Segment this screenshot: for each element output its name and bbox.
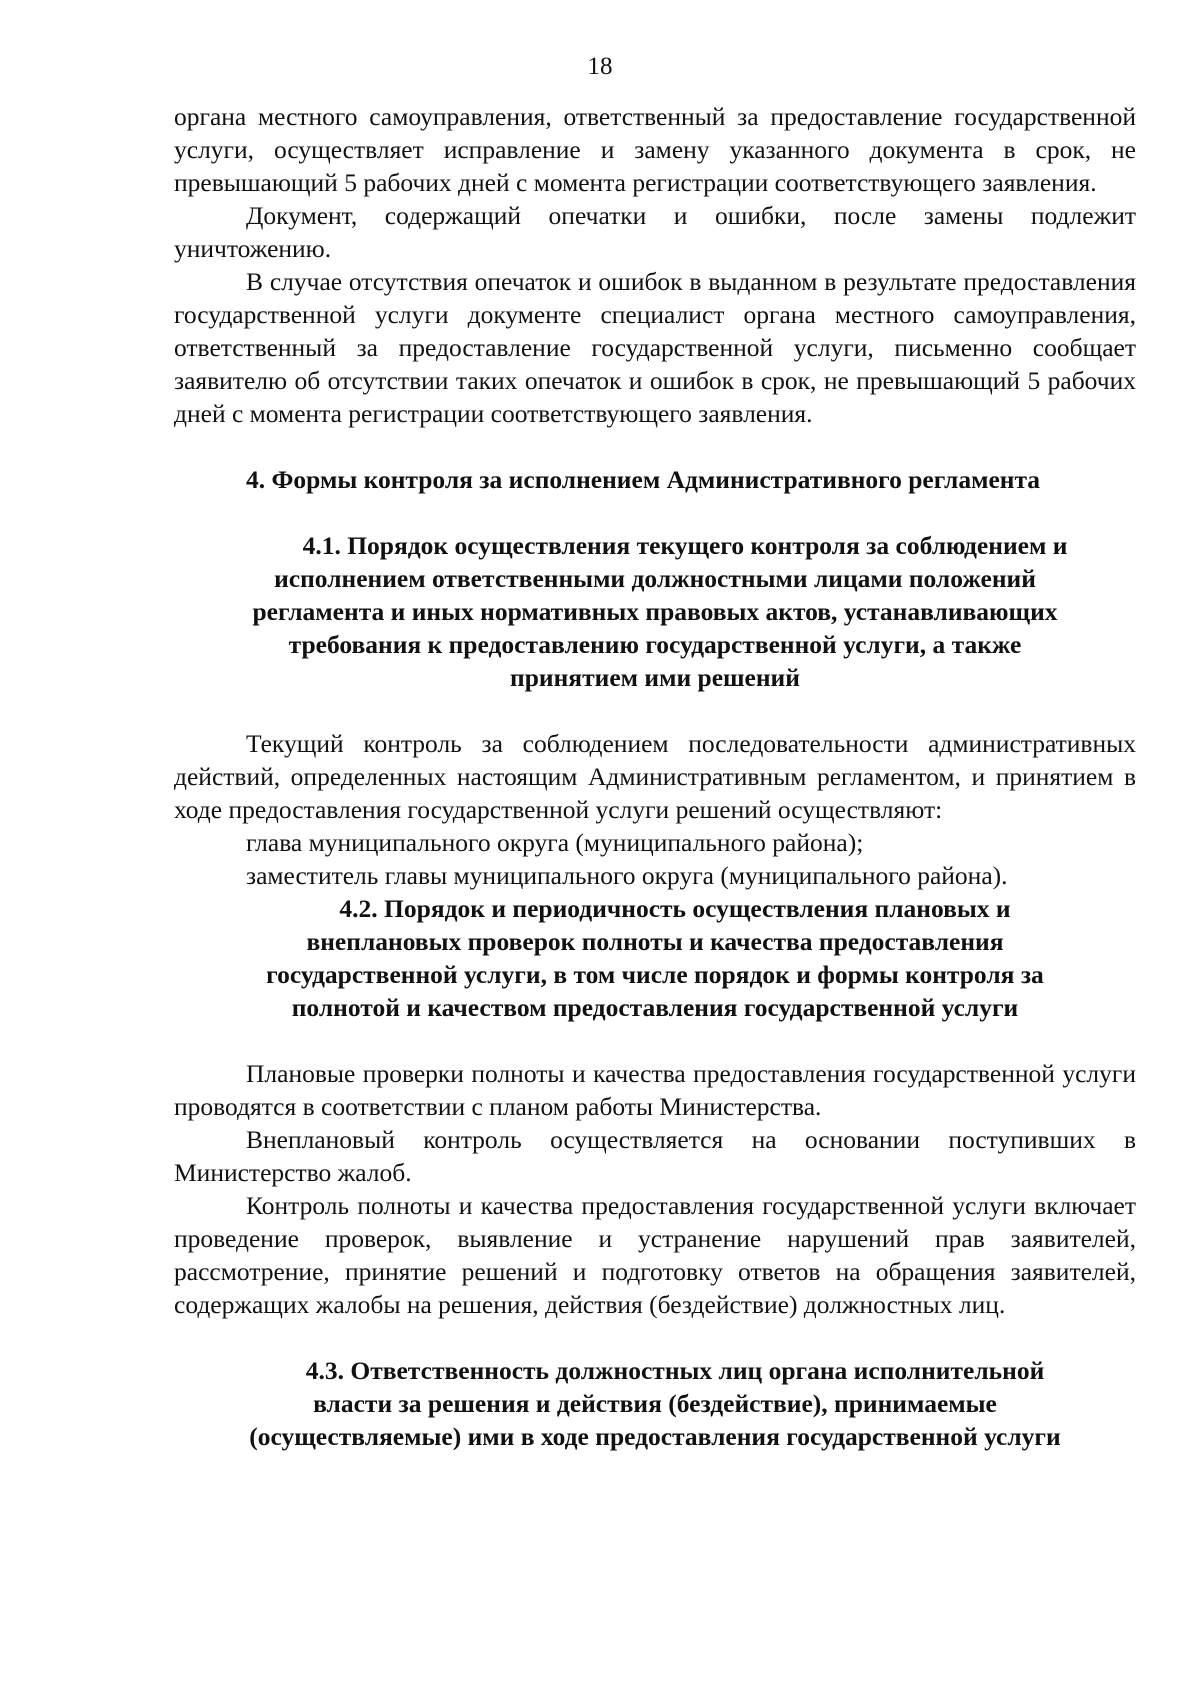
page-number: 18 [587,53,613,80]
list-item: заместитель главы муниципального округа (муниципального района). [246,861,1008,890]
paragraph: Документ, содержащий опечатки и ошибки, после замены подлежит уничтожению. [174,201,1136,263]
heading-line: полнотой и качеством предоставления государственной услуги [291,993,1019,1022]
section-heading-4-3 [174,1354,1136,1453]
heading-line: принятием ими решений [510,663,800,692]
heading-line: исполнением ответственными должностными лицами положений [274,564,1036,593]
document-body [174,100,1136,1453]
paragraph: Плановые проверки полноты и качества предоставления государственной услуги проводятся в соответствии с планом работы Министерства. [174,1059,1136,1121]
chapter-heading-4: 4. Формы контроля за исполнением Административного регламента [246,465,1041,494]
heading-line: 4.3. Ответственность должностных лиц органа исполнительной [305,1356,1045,1385]
heading-line: 4.1. Порядок осуществления текущего контроля за соблюдением и [302,531,1068,560]
paragraph: В случае отсутствия опечаток и ошибок в выданном в результате предоставления государственной услуги документе специалист органа местного самоуправления, ответственный за предоставление государственной услуги, письменно сообщает заявителю об отсутствии таких опечаток и ошибок в срок, не превышающий 5 рабочих дней с момента регистрации соответствующего заявления. [174,267,1136,428]
heading-line: власти за решения и действия (бездействие), принимаемые [313,1389,997,1418]
heading-line: государственной услуги, в том числе порядок и формы контроля за [266,960,1044,989]
paragraph: Текущий контроль за соблюдением последовательности административных действий, определенных настоящим Административным регламентом, и принятием в ходе предоставления государственной услуги решений осуществляют: [174,729,1136,824]
heading-line: регламента и иных нормативных правовых актов, устанавливающих [252,597,1058,626]
heading-line: 4.2. Порядок и периодичность осуществления плановых и [339,894,1011,923]
heading-line: требования к предоставлению государственной услуги, а также [288,630,1022,659]
paragraph: органа местного самоуправления, ответственный за предоставление государственной услуги, осуществляет исправление и замену указанного документа в срок, не превышающий 5 рабочих дней с момента регистрации соответствующего заявления. [174,102,1136,197]
section-heading-4-2 [174,892,1136,1024]
heading-line: внеплановых проверок полноты и качества предоставления [306,927,1004,956]
section-heading-4-1 [174,529,1136,694]
list-item: глава муниципального округа (муниципального района); [246,828,864,857]
paragraph: Внеплановый контроль осуществляется на основании поступивших в Министерство жалоб. [174,1125,1136,1187]
heading-line: (осуществляемые) ими в ходе предоставления государственной услуги [249,1422,1061,1451]
paragraph: Контроль полноты и качества предоставления государственной услуги включает проведение проверок, выявление и устранение нарушений прав заявителей, рассмотрение, принятие решений и подготовку ответов на обращения заявителей, содержащих жалобы на решения, действия (бездействие) должностных лиц. [174,1191,1136,1319]
